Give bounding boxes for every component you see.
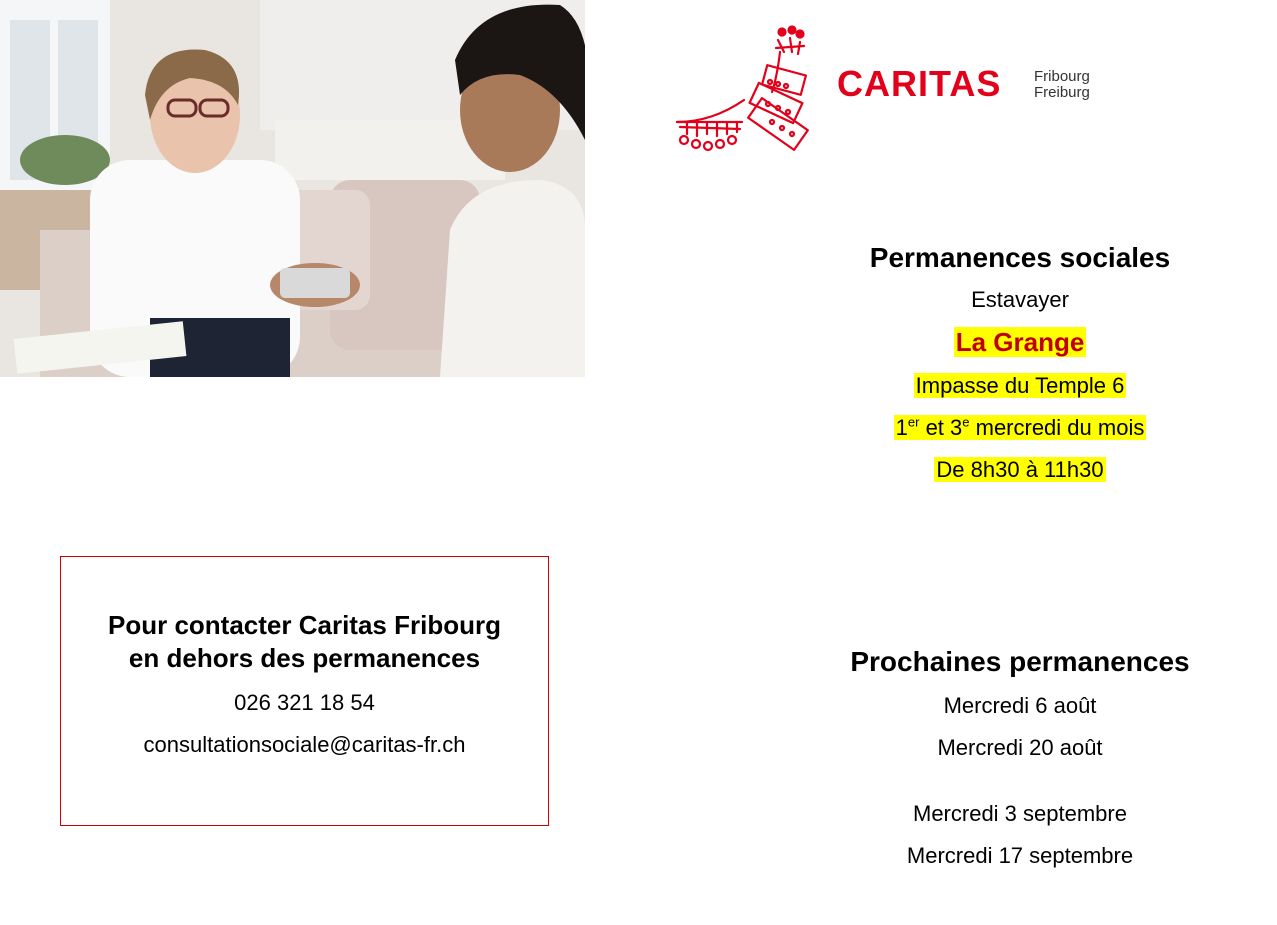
- schedule-first-suffix: er: [907, 414, 920, 430]
- schedule-second-suffix: e: [962, 414, 970, 430]
- contact-title-line1: Pour contacter Caritas Fribourg: [108, 610, 501, 640]
- month-spacer: [800, 760, 1240, 802]
- contact-phone: 026 321 18 54: [234, 690, 375, 715]
- hero-photo: [0, 0, 585, 377]
- caritas-logo: [672, 22, 1112, 162]
- permanences-venue-line: [800, 327, 1240, 357]
- permanences-hours: De 8h30 à 11h30: [936, 457, 1104, 482]
- caritas-logo-figures-icon: [672, 22, 822, 162]
- schedule-first-number: 1: [895, 415, 908, 440]
- upcoming-title: Prochaines permanences: [850, 646, 1190, 677]
- upcoming-section: [800, 642, 1240, 868]
- permanences-title: Permanences sociales: [869, 242, 1171, 273]
- brand-region-de: Freiburg: [1034, 84, 1090, 101]
- permanences-town: Estavayer: [971, 287, 1069, 312]
- upcoming-date: Mercredi 20 août: [937, 735, 1103, 760]
- upcoming-date: Mercredi 17 septembre: [906, 843, 1134, 868]
- permanences-address-line: [800, 374, 1240, 398]
- contact-title-line2: en dehors des permanences: [128, 643, 481, 673]
- brand-region-fr: Fribourg: [1034, 68, 1090, 85]
- brand-name: CARITAS: [837, 63, 1002, 104]
- permanences-schedule-line: [800, 416, 1240, 440]
- permanences-hours-line: [800, 458, 1240, 482]
- permanences-section: [800, 238, 1240, 482]
- permanences-address: Impasse du Temple 6: [915, 373, 1125, 398]
- contact-email: consultationsociale@caritas-fr.ch: [143, 732, 466, 757]
- hero-photo-illustration: [0, 0, 585, 377]
- contact-title: [61, 609, 548, 675]
- permanences-venue: La Grange: [955, 327, 1085, 357]
- upcoming-date: Mercredi 3 septembre: [913, 801, 1127, 826]
- permanences-schedule: [894, 415, 1147, 440]
- schedule-weekday: mercredi du mois: [969, 415, 1145, 440]
- schedule-second-number: et 3: [919, 415, 963, 440]
- contact-box: [60, 556, 549, 826]
- upcoming-date: Mercredi 6 août: [943, 693, 1097, 718]
- brand-region: [1034, 69, 1090, 101]
